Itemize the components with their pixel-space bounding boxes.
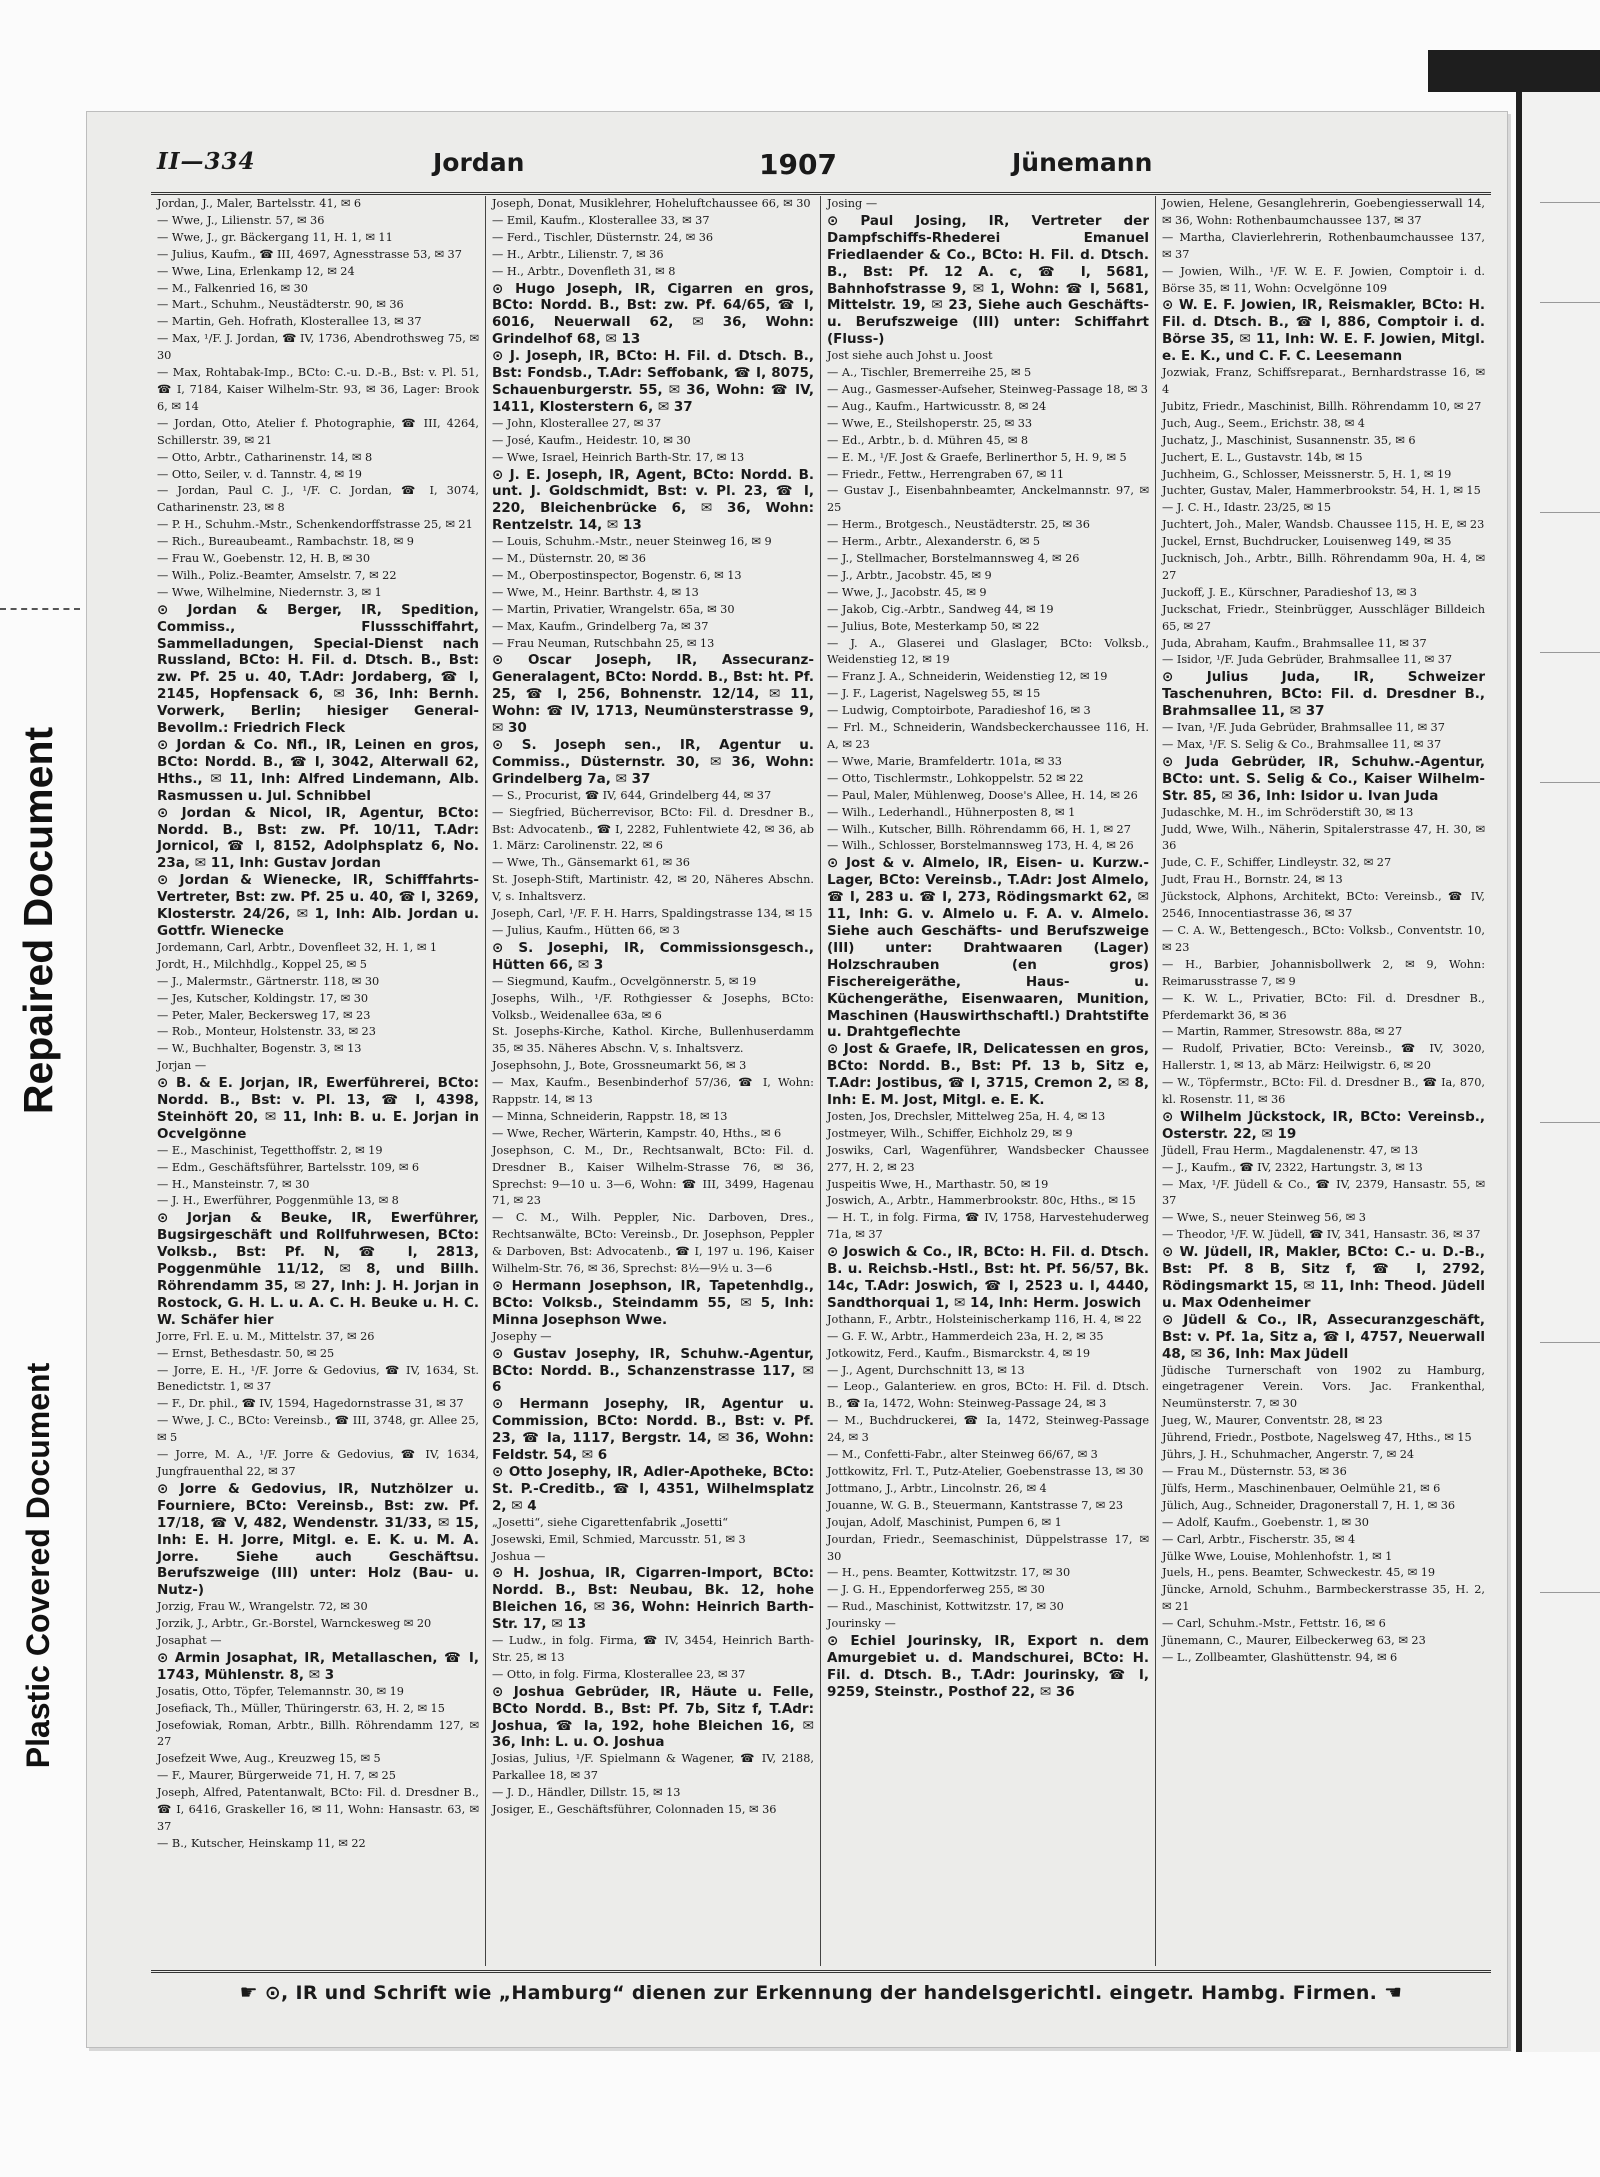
directory-entry: Joshua —: [492, 1549, 546, 1563]
directory-entry: Jostmeyer, Wilh., Schiffer, Eichholz 29, ✉ 9: [827, 1126, 1073, 1140]
directory-entry: — G. F. W., Arbtr., Hammerdeich 23a, H. 2, ✉ 35: [827, 1329, 1104, 1343]
directory-entry: Josephs, Wilh., ¹/F. Rothgiesser & Josephs, BCto: Volksb., Weidenallee 63a, ✉ 6: [492, 991, 814, 1022]
directory-entry: — Jes, Kutscher, Koldingstr. 17, ✉ 30: [157, 991, 369, 1005]
directory-entry: — Rich., Bureaubeamt., Rambachstr. 18, ✉ 9: [157, 535, 414, 549]
directory-entry: — Wwe, Th., Gänsemarkt 61, ✉ 36: [492, 856, 690, 870]
directory-entry: ⊙ Jordan & Co. Nfl., IR, Leinen en gros, BCto: Nordd. B., ☎ I, 3042, Alterwall 62, Hths., ✉ 11, Inh: Alfred Lindemann, Alb. Rasmussen u. Jul. Schnibbel: [157, 737, 479, 804]
scanner-edge-strip: [1428, 50, 1600, 92]
directory-entry: — Gustav J., Eisenbahnbeamter, Anckelmannstr. 97, ✉ 25: [827, 484, 1149, 515]
directory-entry: — Rudolf, Privatier, BCto: Vereinsb., ☎ IV, 3020, Hallerstr. 1, ✉ 13, ab März: Heilwigstr. 6, ✉ 20: [1162, 1042, 1485, 1073]
directory-entry: — Ed., Arbtr., b. d. Mühren 45, ✉ 8: [827, 433, 1029, 447]
directory-entry: — E., Maschinist, Tegetthoffstr. 2, ✉ 19: [157, 1143, 383, 1157]
directory-entry: Juda, Abraham, Kaufm., Brahmsallee 11, ✉ 37: [1162, 636, 1427, 650]
directory-entry: — Wwe, Marie, Bramfeldertr. 101a, ✉ 33: [827, 754, 1062, 768]
directory-entry: ⊙ J. E. Joseph, IR, Agent, BCto: Nordd. B. unt. J. Goldschmidt, Bst: v. Pl. 23, ☎ I, 220, Bleichenbrücke 6, ✉ 36, Wohn: Rentzelstr. 14, ✉ 13: [492, 466, 814, 534]
directory-entry: — Adolf, Kaufm., Goebenstr. 1, ✉ 30: [1162, 1515, 1369, 1529]
directory-entry: ⊙ S. Joseph sen., IR, Agentur u. Commiss., Düsternstr. 30, ✉ 36, Wohn: Grindelberg 7a, ✉ 37: [492, 737, 814, 787]
directory-entry: — Ivan, ¹/F. Juda Gebrüder, Brahmsallee 11, ✉ 37: [1162, 721, 1445, 735]
directory-entry: — Wwe, Wilhelmine, Niedernstr. 3, ✉ 1: [157, 585, 382, 599]
directory-entry: Josias, Julius, ¹/F. Spielmann & Wagener, ☎ IV, 2188, Parkallee 18, ✉ 37: [492, 1752, 814, 1783]
directory-entry: — J., Arbtr., Jacobstr. 45, ✉ 9: [827, 568, 992, 582]
column-4: [1156, 196, 1491, 1966]
directory-entry: ⊙ W. E. F. Jowien, IR, Reismakler, BCto: H. Fil. d. Dtsch. B., ☎ I, 886, Comptoir i. d. Börse 35, ✉ 11, Inh: W. E. F. Jowien, Mitgl. e. E. K., und C. F. C. Leesemann: [1162, 297, 1485, 365]
directory-entry: — Wwe, J., gr. Bäckergang 11, H. 1, ✉ 11: [157, 230, 393, 244]
directory-entry: Jubitz, Friedr., Maschinist, Billh. Röhrendamm 10, ✉ 27: [1162, 399, 1482, 413]
directory-entry: Jorzig, Frau W., Wrangelstr. 72, ✉ 30: [157, 1600, 368, 1614]
directory-entry: — Wilh., Kutscher, Billh. Röhrendamm 66, H. 1, ✉ 27: [827, 822, 1131, 836]
directory-entry: — Wilh., Lederhandl., Hühnerposten 8, ✉ 1: [827, 805, 1076, 819]
directory-entry: Jückstock, Alphons, Architekt, BCto: Vereinsb., ☎ IV, 2546, Innocentiastrasse 36, ✉ 37: [1162, 890, 1485, 921]
directory-entry: — S., Procurist, ☎ IV, 644, Grindelberg 44, ✉ 37: [492, 788, 772, 802]
directory-entry: Juchert, E. L., Gustavstr. 14b, ✉ 15: [1162, 450, 1363, 464]
directory-entry: — Wilh., Poliz.-Beamter, Amselstr. 7, ✉ 22: [157, 568, 397, 582]
directory-entry: — L., Zollbeamter, Glashüttenstr. 94, ✉ 6: [1162, 1650, 1398, 1664]
directory-entry: ⊙ W. Jüdell, IR, Makler, BCto: C.- u. D.-B., Bst: Pf. 8 B, Sitz f, ☎ I, 2792, Rödingsmarkt 15, ✉ 11, Inh: Theod. Jüdell u. Max Odenheimer: [1162, 1244, 1485, 1311]
directory-entry: — Otto, Arbtr., Catharinenstr. 14, ✉ 8: [157, 450, 373, 464]
page-header: [87, 142, 1507, 192]
directory-entry: — Max, Rohtabak-Imp., BCto: C.-u. D.-B., Bst: v. Pl. 51, ☎ I, 7184, Kaiser Wilhelm-Str. 93, ✉ 36, Lager: Brook 6, ✉ 14: [157, 366, 479, 413]
directory-entry: ⊙ B. & E. Jorjan, IR, Ewerführerei, BCto: Nordd. B., Bst: v. Pl. 13, ☎ I, 4398, Steinhöft 20, ✉ 11, Inh: B. u. E. Jorjan in Ocvelgönne: [157, 1075, 479, 1142]
directory-entry: Juchatz, J., Maschinist, Susannenstr. 35, ✉ 6: [1162, 433, 1416, 447]
directory-entry: Jouanne, W. G. B., Steuermann, Kantstrasse 7, ✉ 23: [827, 1498, 1124, 1512]
directory-entry: ⊙ S. Josephi, IR, Commissionsgesch., Hütten 66, ✉ 3: [492, 939, 814, 973]
directory-entry: ⊙ Julius Juda, IR, Schweizer Taschenuhren, BCto: Fil. d. Dresdner B., Brahmsallee 11, ✉ 37: [1162, 669, 1485, 720]
directory-entry: Judaschke, M. H., im Schröderstift 30, ✉ 13: [1162, 805, 1414, 819]
directory-entry: ⊙ Otto Josephy, IR, Adler-Apotheke, BCto: St. P.-Creditb., ☎ I, 4351, Wilhelmsplatz 2, ✉ 4: [492, 1463, 814, 1514]
directory-entry: — Isidor, ¹/F. Juda Gebrüder, Brahmsallee 11, ✉ 37: [1162, 653, 1453, 667]
directory-entry: Jorzik, J., Arbtr., Gr.-Borstel, Warnckesweg ✉ 20: [157, 1617, 432, 1631]
directory-entry: — Aug., Gasmesser-Aufseher, Steinweg-Passage 18, ✉ 3: [827, 382, 1148, 396]
directory-entry: — H., Mansteinstr. 7, ✉ 30: [157, 1177, 310, 1191]
directory-entry: ⊙ J. Joseph, IR, BCto: H. Fil. d. Dtsch. B., Bst: Fondsb., T.Adr: Seffobank, ☎ I, 8075, Schauenburgerstr. 55, ✉ 36, Wohn: ☎ IV, 1411, Klosterstern 6, ✉ 37: [492, 348, 814, 415]
footer-rule: [151, 1970, 1491, 1973]
directory-entry: — Martin, Rammer, Stresowstr. 88a, ✉ 27: [1162, 1025, 1403, 1039]
directory-entry: — H., pens. Beamter, Kottwitzstr. 17, ✉ 30: [827, 1566, 1071, 1580]
directory-entry: Josephson, C. M., Dr., Rechtsanwalt, BCto: Fil. d. Dresdner B., Kaiser Wilhelm-Strasse 76, ✉ 36, Sprechst: 9—10 u. 3—6, Wohn: ☎ III, 3499, Hagenau 71, ✉ 23: [492, 1143, 814, 1208]
directory-entry: — Jordan, Paul C. J., ¹/F. C. Jordan, ☎ I, 3074, Catharinenstr. 23, ✉ 8: [157, 484, 479, 515]
directory-entry: — Emil, Kaufm., Klosterallee 33, ✉ 37: [492, 213, 710, 227]
directory-entry: — J. G. H., Eppendorferweg 255, ✉ 30: [827, 1583, 1045, 1597]
directory-page: [86, 111, 1508, 2048]
directory-entry: Jude, C. F., Schiffer, Lindleystr. 32, ✉ 27: [1162, 856, 1392, 870]
directory-entry: — Frl. M., Schneiderin, Wandsbeckerchaussee 116, H. A, ✉ 23: [827, 721, 1149, 751]
directory-entry: — Wwe, J., Lilienstr. 57, ✉ 36: [157, 213, 325, 227]
pointing-hand-right-icon: ☚: [1384, 1980, 1403, 2004]
header-first-keyword: Jordan: [433, 148, 525, 177]
directory-entry: — Rob., Monteur, Holstenstr. 33, ✉ 23: [157, 1025, 376, 1039]
directory-entry: ⊙ Jüdell & Co., IR, Assecuranzgeschäft, Bst: v. Pf. 1a, Sitz a, ☎ I, 4757, Neuerwall 48, ✉ 36, Inh: Max Jüdell: [1162, 1311, 1485, 1362]
directory-entry: — J., Malermstr., Gärtnerstr. 118, ✉ 30: [157, 974, 380, 988]
directory-entry: Jotkowitz, Ferd., Kaufm., Bismarckstr. 4, ✉ 19: [827, 1346, 1091, 1360]
header-year: 1907: [759, 148, 837, 181]
directory-entry: — Wwe, J., Jacobstr. 45, ✉ 9: [827, 585, 987, 599]
directory-entry: Josatis, Otto, Töpfer, Telemannstr. 30, ✉ 19: [157, 1684, 404, 1698]
directory-entry: — F., Maurer, Bürgerweide 71, H. 7, ✉ 25: [157, 1769, 396, 1783]
directory-entry: Josten, Jos, Drechsler, Mittelweg 25a, H. 4, ✉ 13: [827, 1109, 1106, 1123]
directory-entry: ⊙ Juda Gebrüder, IR, Schuhw.-Agentur, BCto: unt. S. Selig & Co., Kaiser Wilhelm-Str. 85, ✉ 36, Inh: Isidor u. Ivan Juda: [1162, 753, 1485, 804]
directory-entry: Jowien, Helene, Gesanglehrerin, Goebengiesserwall 14, ✉ 36, Wohn: Rothenbaumchaussee 137, ✉ 37: [1162, 197, 1485, 227]
directory-entry: ⊙ H. Joshua, IR, Cigarren-Import, BCto: Nordd. B., Bst: Neubau, Bk. 12, hohe Bleichen 16, ✉ 36, Wohn: Heinrich Barth-Str. 17, ✉ 13: [492, 1565, 814, 1633]
directory-entry: — J., Kaufm., ☎ IV, 2322, Hartungstr. 3, ✉ 13: [1162, 1160, 1423, 1174]
directory-entry: — Max, ¹/F. J. Jordan, ☎ IV, 1736, Abendrothsweg 75, ✉ 30: [157, 332, 479, 363]
directory-entry: ⊙ Armin Josaphat, IR, Metallaschen, ☎ I, 1743, Mühlenstr. 8, ✉ 3: [157, 1649, 479, 1683]
directory-entry: — J. D., Händler, Dillstr. 15, ✉ 13: [492, 1786, 681, 1800]
directory-entry: Jourinsky —: [827, 1617, 896, 1631]
directory-entry: — Martha, Clavierlehrerin, Rothenbaumchaussee 137, ✉ 37: [1162, 230, 1485, 261]
directory-entry: — J., Agent, Durchschnitt 13, ✉ 13: [827, 1363, 1025, 1377]
directory-entry: — F., Dr. phil., ☎ IV, 1594, Hagedornstrasse 31, ✉ 37: [157, 1397, 464, 1411]
directory-entry: — Franz J. A., Schneiderin, Weidenstieg 12, ✉ 19: [827, 670, 1108, 684]
directory-entry: Juckoff, J. E., Kürschner, Paradieshof 13, ✉ 3: [1162, 585, 1417, 599]
directory-entry: Joujan, Adolf, Maschinist, Pumpen 6, ✉ 1: [827, 1515, 1062, 1529]
column-1: [151, 196, 486, 1966]
directory-entry: Joswich, A., Arbtr., Hammerbrookstr. 80c, Hths., ✉ 15: [827, 1194, 1136, 1208]
directory-entry: Jordt, H., Milchhdlg., Koppel 25, ✉ 5: [157, 957, 367, 971]
directory-entry: — E. M., ¹/F. Jost & Graefe, Berlinerthor 5, H. 9, ✉ 5: [827, 450, 1127, 464]
directory-entry: — Jorre, E. H., ¹/F. Jorre & Gedovius, ☎ IV, 1634, St. Benedictstr. 1, ✉ 37: [157, 1363, 479, 1394]
directory-entry: — Leop., Galanteriew. en gros, BCto: H. Fil. d. Dtsch. B., ☎ Ia, 1472, Wohn: Steinweg-Passage 24, ✉ 3: [827, 1380, 1149, 1411]
directory-entry: — Friedr., Fettw., Herrengraben 67, ✉ 11: [827, 467, 1065, 481]
directory-entry: Jucknisch, Joh., Arbtr., Billh. Röhrendamm 90a, H. 4, ✉ 27: [1162, 552, 1485, 582]
directory-entry: — Ernst, Bethesdastr. 50, ✉ 25: [157, 1346, 335, 1360]
directory-entry: Joswiks, Carl, Wagenführer, Wandsbecker Chaussee 277, H. 2, ✉ 23: [827, 1143, 1149, 1174]
directory-entry: — Julius, Kaufm., ☎ III, 4697, Agnesstrasse 53, ✉ 37: [157, 247, 462, 261]
directory-entry: Jünemann, C., Maurer, Eilbeckerweg 63, ✉ 23: [1162, 1634, 1426, 1648]
directory-entry: Josephsohn, J., Bote, Grossneumarkt 56, ✉ 3: [492, 1059, 747, 1073]
directory-entry: — Max, ¹/F. S. Selig & Co., Brahmsallee 11, ✉ 37: [1162, 738, 1442, 751]
directory-entry: Juspeitis Wwe, H., Marthastr. 50, ✉ 19: [827, 1177, 1049, 1191]
directory-entry: — J. F., Lagerist, Nagelsweg 55, ✉ 15: [827, 687, 1041, 701]
directory-entry: — Julius, Bote, Mesterkamp 50, ✉ 22: [827, 619, 1040, 633]
directory-entry: Jottmano, J., Arbtr., Lincolnstr. 26, ✉ 4: [827, 1481, 1047, 1495]
directory-entry: — Siegfried, Bücherrevisor, BCto: Fil. d. Dresdner B., Bst: Advocatenb., ☎ I, 2282, Fuhlentwiete 42, ✉ 36, ab 1. März: Carolinenstr. 22, ✉ 6: [492, 805, 814, 853]
side-label-repaired-text: Repaired Document: [15, 726, 62, 1114]
directory-entry: — C. M., Wilh. Peppler, Nic. Darboven, Dres., Rechtsanwälte, BCto: Vereinsb., Dr. Josephson, Peppler & Darboven, Bst: Advocatenb., ☎ I, 197 u. 196, Kaiser Wilhelm-Str. 76, ✉ 36, Sprechst: 8½—9½ u. 3—6: [492, 1211, 814, 1276]
directory-entry: — Herm., Brotgesch., Neustädterstr. 25, ✉ 36: [827, 518, 1090, 532]
directory-entry: — Ferd., Tischler, Düsternstr. 24, ✉ 36: [492, 230, 714, 244]
directory-entry: ⊙ Jorre & Gedovius, IR, Nutzhölzer u. Fourniere, BCto: Vereinsb., Bst: zw. Pf. 17/18, ☎ V, 482, Wendenstr. 31/33, ✉ 15, Inh: E. H. Jorre, Mitgl. e. E. K. u. M. A. Jorre. Siehe auch Geschäftsu. Berufszweige (III) unter: Holz (Bau- u. Nutz-): [157, 1480, 479, 1599]
directory-entry: Jülke Wwe, Louise, Mohlenhofstr. 1, ✉ 1: [1162, 1549, 1393, 1563]
entry-columns: [151, 196, 1491, 1966]
directory-entry: — Wwe, S., neuer Steinweg 56, ✉ 3: [1162, 1211, 1366, 1225]
directory-entry: Jordan, J., Maler, Bartelsstr. 41, ✉ 6: [157, 197, 362, 210]
column-2: [486, 196, 821, 1966]
pointing-hand-left-icon: ☛: [239, 1980, 258, 2004]
directory-entry: — J. A., Glaserei und Glaslager, BCto: Volksb., Weidenstieg 12, ✉ 19: [827, 636, 1149, 667]
directory-entry: — A., Tischler, Bremerreihe 25, ✉ 5: [827, 366, 1032, 380]
directory-entry: — Frau Neuman, Rutschbahn 25, ✉ 13: [492, 636, 715, 650]
directory-entry: — Ludw., in folg. Firma, ☎ IV, 3454, Heinrich Barth-Str. 25, ✉ 13: [492, 1634, 814, 1664]
directory-entry: Josephy —: [492, 1329, 552, 1343]
directory-entry: Jüncke, Arnold, Schuhm., Barmbeckerstrasse 35, H. 2, ✉ 21: [1162, 1583, 1485, 1614]
directory-entry: Juch, Aug., Seem., Erichstr. 38, ✉ 4: [1162, 416, 1365, 430]
directory-entry: Josaphat —: [157, 1634, 222, 1648]
directory-entry: — J. C. H., Idastr. 23/25, ✉ 15: [1162, 501, 1332, 515]
directory-entry: — Rud., Maschinist, Kottwitzstr. 17, ✉ 30: [827, 1600, 1064, 1614]
directory-entry: — M., Oberpostinspector, Bogenstr. 6, ✉ 13: [492, 568, 742, 582]
directory-entry: — Julius, Kaufm., Hütten 66, ✉ 3: [492, 923, 680, 937]
directory-entry: — M., Falkenried 16, ✉ 30: [157, 281, 308, 295]
directory-entry: — P. H., Schuhm.-Mstr., Schenkendorffstrasse 25, ✉ 21: [157, 518, 473, 532]
directory-entry: — Minna, Schneiderin, Rappstr. 18, ✉ 13: [492, 1109, 728, 1123]
directory-entry: — Edm., Geschäftsführer, Bartelsstr. 109, ✉ 6: [157, 1160, 420, 1174]
directory-entry: — H., Arbtr., Lilienstr. 7, ✉ 36: [492, 247, 664, 261]
directory-entry: Jüdische Turnerschaft von 1902 zu Hamburg, eingetragener Verein. Vors. Jac. Frankenthal, Neumünsterstr. 7, ✉ 30: [1162, 1363, 1485, 1411]
directory-entry: — J. H., Ewerführer, Poggenmühle 13, ✉ 8: [157, 1194, 399, 1208]
directory-entry: — Wwe, Recher, Wärterin, Kampstr. 40, Hths., ✉ 6: [492, 1126, 782, 1140]
directory-entry: Josiger, E., Geschäftsführer, Colonnaden 15, ✉ 36: [492, 1803, 777, 1817]
directory-entry: Juels, H., pens. Beamter, Schweckestr. 45, ✉ 19: [1162, 1566, 1436, 1580]
directory-entry: — Peter, Maler, Beckersweg 17, ✉ 23: [157, 1008, 371, 1022]
directory-entry: — J., Stellmacher, Borstelmannsweg 4, ✉ 26: [827, 552, 1080, 566]
page-number: II—334: [157, 148, 256, 175]
directory-entry: ⊙ Jordan & Wienecke, IR, Schifffahrts-Vertreter, Bst: zw. Pf. 25 u. 40, ☎ I, 3269, Klosterstr. 24/26, ✉ 1, Inh: Alb. Jordan u. Gottfr. Wienecke: [157, 872, 479, 939]
directory-entry: Jottkowitz, Frl. T., Putz-Atelier, Goebenstrasse 13, ✉ 30: [827, 1464, 1144, 1478]
directory-entry: St. Joseph-Stift, Martinistr. 42, ✉ 20, Näheres Abschn. V, s. Inhaltsverz.: [492, 873, 814, 904]
directory-entry: ⊙ Hermann Josephson, IR, Tapetenhdlg., BCto: Volksb., Steindamm 55, ✉ 5, Inh: Minna Josephson Wwe.: [492, 1278, 814, 1328]
directory-entry: ⊙ Echiel Jourinsky, IR, Export n. dem Amurgebiet u. d. Mandschurei, BCto: H. Fil. d. Dtsch. B., T.Adr: Jourinsky, ☎ I, 9259, Steinstr., Posthof 22, ✉ 36: [827, 1633, 1149, 1700]
directory-entry: — Otto, in folg. Firma, Klosterallee 23, ✉ 37: [492, 1667, 746, 1681]
directory-entry: — Theodor, ¹/F. W. Jüdell, ☎ IV, 341, Hansastr. 36, ✉ 37: [1162, 1228, 1481, 1242]
directory-entry: — Wwe, J. C., BCto: Vereinsb., ☎ III, 3748, gr. Allee 25, ✉ 5: [157, 1414, 479, 1445]
directory-entry: — M., Düsternstr. 20, ✉ 36: [492, 552, 646, 566]
directory-entry: Jorre, Frl. E. u. M., Mittelstr. 37, ✉ 26: [157, 1329, 375, 1343]
directory-entry: „Josetti“, siehe Cigarettenfabrik „Josetti“: [492, 1515, 729, 1529]
directory-entry: ⊙ Jorjan & Beuke, IR, Ewerführer, Bugsirgeschäft und Rollfuhrwesen, BCto: Volksb., Bst: Pf. N, ☎ I, 2813, Poggenmühle 11/12, ✉ 8, und Billh. Röhrendamm 35, ✉ 27, Inh: J. H. Jorjan in Rostock, G. H. L. u. A. C. H. Beuke u. H. C. W. Schäfer hier: [157, 1210, 479, 1328]
directory-entry: — Aug., Kaufm., Hartwicusstr. 8, ✉ 24: [827, 399, 1047, 413]
directory-entry: — H., Arbtr., Dovenfleth 31, ✉ 8: [492, 264, 676, 278]
directory-entry: — Max, ¹/F. Jüdell & Co., ☎ IV, 2379, Hansastr. 55, ✉ 37: [1162, 1177, 1485, 1208]
directory-entry: — Frau W., Goebenstr. 12, H. B, ✉ 30: [157, 552, 371, 566]
directory-entry: Judd, Wwe, Wilh., Näherin, Spitalerstrasse 47, H. 30, ✉ 36: [1162, 822, 1485, 853]
directory-entry: — Wwe, M., Heinr. Barthstr. 4, ✉ 13: [492, 585, 699, 599]
directory-entry: ⊙ Jost & v. Almelo, IR, Eisen- u. Kurzw.-Lager, BCto: Vereinsb., T.Adr: Jost Almelo, ☎ I, 283 u. ☎ I, 273, Rödingsmarkt 62, ✉ 11, Inh: G. v. Almelo u. F. A. v. Almelo. Siehe auch Geschäfts- und Berufszweige (III) unter: Drahtwaaren (Lager) Holzschrauben (en gros) Fischereigeräthe, Haus- u. Küchengeräthe, Eisenwaaren, Munition, Maschinen (Hauswirthschaftl.) Drahtstifte u. Drahtgeflechte: [827, 855, 1149, 1041]
directory-entry: — Wilh., Schlosser, Borstelmannsweg 173, H. 4, ✉ 26: [827, 839, 1134, 853]
directory-entry: — H., Barbier, Johannisbollwerk 2, ✉ 9, Wohn: Reimarusstrasse 7, ✉ 9: [1162, 957, 1485, 988]
directory-entry: — Jordan, Otto, Atelier f. Photographie, ☎ III, 4264, Schillerstr. 39, ✉ 21: [157, 416, 479, 447]
directory-entry: Josing —: [827, 197, 878, 210]
directory-entry: — Herm., Arbtr., Alexanderstr. 6, ✉ 5: [827, 535, 1041, 549]
directory-entry: Juchter, Gustav, Maler, Hammerbrookstr. 54, H. 1, ✉ 15: [1162, 484, 1481, 498]
directory-entry: Jueg, W., Maurer, Conventstr. 28, ✉ 23: [1162, 1414, 1383, 1428]
directory-entry: — Martin, Geh. Hofrath, Klosterallee 13, ✉ 37: [157, 315, 422, 329]
directory-entry: — Jakob, Cig.-Arbtr., Sandweg 44, ✉ 19: [827, 602, 1054, 616]
directory-entry: Judt, Frau H., Bornstr. 24, ✉ 13: [1162, 873, 1343, 887]
directory-entry: — M., Buchdruckerei, ☎ Ia, 1472, Steinweg-Passage 24, ✉ 3: [827, 1414, 1149, 1445]
directory-entry: Jothann, F., Arbtr., Holsteinischerkamp 116, H. 4, ✉ 22: [827, 1312, 1142, 1326]
directory-entry: — Otto, Seiler, v. d. Tannstr. 4, ✉ 19: [157, 467, 362, 481]
directory-entry: Jorjan —: [157, 1059, 207, 1073]
header-last-keyword: Jünemann: [1012, 148, 1153, 177]
side-label-plastic-text: Plastic Covered Document: [20, 1362, 57, 1768]
directory-entry: — H. T., in folg. Firma, ☎ IV, 1758, Harvestehuderweg 71a, ✉ 37: [827, 1211, 1149, 1242]
directory-entry: Juchtert, Joh., Maler, Wandsb. Chaussee 115, H. E, ✉ 23: [1162, 518, 1485, 532]
directory-entry: ⊙ Gustav Josephy, IR, Schuhw.-Agentur, BCto: Nordd. B., Schanzenstrasse 117, ✉ 6: [492, 1345, 814, 1396]
directory-entry: — Max, Kaufm., Grindelberg 7a, ✉ 37: [492, 619, 709, 633]
directory-entry: — Jowien, Wilh., ¹/F. W. E. F. Jowien, Comptoir i. d. Börse 35, ✉ 11, Wohn: Ocvelgönne 109: [1162, 264, 1485, 295]
directory-entry: — B., Kutscher, Heinskamp 11, ✉ 22: [157, 1836, 366, 1850]
directory-entry: — Frau M., Düsternstr. 53, ✉ 36: [1162, 1464, 1347, 1478]
directory-entry: — Paul, Maler, Mühlenweg, Doose's Allee, H. 14, ✉ 26: [827, 788, 1138, 802]
directory-entry: Jozwiak, Franz, Schiffsreparat., Bernhardstrasse 16, ✉ 4: [1162, 366, 1485, 396]
directory-entry: ⊙ Joswich & Co., IR, BCto: H. Fil. d. Dtsch. B. u. Reichsb.-Hstl., Bst: ht. Pf. 56/57, Bk. 14c, T.Adr: Joswich, ☎ I, 2523 u. I, 4440, Sandthorquai 1, ✉ 14, Inh: Herm. Joswich: [827, 1244, 1149, 1311]
directory-entry: Jührs, J. H., Schuhmacher, Angerstr. 7, ✉ 24: [1162, 1448, 1415, 1462]
directory-entry: — W., Töpfermstr., BCto: Fil. d. Dresdner B., ☎ Ia, 870, kl. Rosenstr. 11, ✉ 36: [1162, 1076, 1485, 1107]
directory-entry: ⊙ Paul Josing, IR, Vertreter der Dampfschiffs-Rhederei Emanuel Friedlaender & Co., BCto: H. Fil. d. Dtsch. B., Bst: Pf. 12 A. c, ☎ I, 5681, Bahnhofstrasse 9, ✉ 1, Wohn: ☎ I, 5681, Mittelstr. 19, ✉ 23, Siehe auch Geschäfts- u. Berufszweige (III) unter: Schiffahrt (Fluss-): [827, 212, 1149, 348]
directory-entry: — Wwe, E., Steilshoperstr. 25, ✉ 33: [827, 416, 1033, 430]
directory-entry: — Carl, Arbtr., Fischerstr. 35, ✉ 4: [1162, 1532, 1356, 1546]
directory-entry: St. Josephs-Kirche, Kathol. Kirche, Bullenhuserdamm 35, ✉ 35. Näheres Abschn. V, s. Inhaltsverz.: [492, 1025, 814, 1056]
directory-entry: ⊙ Hugo Joseph, IR, Cigarren en gros, BCto: Nordd. B., Bst: zw. Pf. 64/65, ☎ I, 6016, Neuerwall 62, ✉ 36, Wohn: Grindelhof 68, ✉ 13: [492, 280, 814, 348]
directory-entry: Jordemann, Carl, Arbtr., Dovenfleet 32, H. 1, ✉ 1: [157, 940, 438, 954]
directory-entry: — Carl, Schuhm.-Mstr., Fettstr. 16, ✉ 6: [1162, 1617, 1386, 1631]
directory-entry: Josefiack, Th., Müller, Thüringerstr. 63, H. 2, ✉ 15: [157, 1701, 445, 1715]
directory-entry: ⊙ Wilhelm Jückstock, IR, BCto: Vereinsb., Osterstr. 22, ✉ 19: [1162, 1108, 1485, 1142]
directory-entry: Josefzeit Wwe, Aug., Kreuzweg 15, ✉ 5: [157, 1752, 381, 1766]
directory-entry: ⊙ Jordan & Berger, IR, Spedition, Commiss., Flussschiffahrt, Sammelladungen, Special-Dienst nach Russland, BCto: H. Fil. d. Dtsch. B., Bst: zw. Pf. 25 u. 40, T.Adr: Jordaberg, ☎ I, 2145, Hopfensack 6, ✉ 36, Inh: Bernh. Vorwerk, Berlin; hiesiger General-Bevollm.: Friedrich Fleck: [157, 601, 479, 737]
column-3: [821, 196, 1156, 1966]
footer-legend-text: ⊙, IR und Schrift wie „Hamburg“ dienen zur Erkennung der handelsgerichtl. eingetr. Hambg. Firmen.: [264, 1982, 1378, 2004]
header-rule: [151, 192, 1491, 195]
directory-entry: — C. A. W., Bettengesch., BCto: Volksb., Conventstr. 10, ✉ 23: [1162, 923, 1485, 954]
directory-entry: — Jorre, M. A., ¹/F. Jorre & Gedovius, ☎ IV, 1634, Jungfrauenthal 22, ✉ 37: [157, 1448, 479, 1478]
directory-entry: — José, Kaufm., Heidestr. 10, ✉ 30: [492, 433, 691, 447]
directory-entry: Joseph, Alfred, Patentanwalt, BCto: Fil. d. Dresdner B., ☎ I, 6416, Graskeller 16, ✉ 11, Wohn: Hansastr. 63, ✉ 37: [157, 1786, 479, 1833]
directory-entry: Juckschat, Friedr., Steinbrügger, Ausschläger Billdeich 65, ✉ 27: [1162, 602, 1485, 633]
side-label-repaired: [8, 610, 70, 1230]
directory-entry: Juckel, Ernst, Buchdrucker, Louisenweg 149, ✉ 35: [1162, 535, 1452, 549]
directory-entry: — Wwe, Israel, Heinrich Barth-Str. 17, ✉ 13: [492, 450, 745, 464]
directory-entry: — K. W. L., Privatier, BCto: Fil. d. Dresdner B., Pferdemarkt 36, ✉ 36: [1162, 991, 1485, 1022]
directory-entry: — Ludwig, Comptoirbote, Paradieshof 16, ✉ 3: [827, 704, 1091, 718]
directory-entry: Joseph, Carl, ¹/F. F. H. Harrs, Spaldingstrasse 134, ✉ 15: [492, 907, 813, 921]
directory-entry: Josewski, Emil, Schmied, Marcusstr. 51, ✉ 3: [492, 1532, 746, 1546]
directory-entry: ⊙ Jordan & Nicol, IR, Agentur, BCto: Nordd. B., Bst: zw. Pf. 10/11, T.Adr: Jornicol, ☎ I, 8152, Adolphsplatz 6, No. 23a, ✉ 11, Inh: Gustav Jordan: [157, 804, 479, 872]
adjacent-page-edge: [1516, 92, 1600, 2052]
directory-entry: Jülfs, Herm., Maschinenbauer, Oelmühle 21, ✉ 6: [1162, 1481, 1441, 1495]
directory-entry: Juchheim, G., Schlosser, Meissnerstr. 5, H. 1, ✉ 19: [1162, 467, 1452, 481]
directory-entry: ⊙ Oscar Joseph, IR, Assecuranz-Generalagent, BCto: Nordd. B., Bst: ht. Pf. 25, ☎ I, 256, Bohnenstr. 12/14, ✉ 11, Wohn: ☎ IV, 1713, Neumünsterstrasse 9, ✉ 30: [492, 652, 814, 737]
directory-entry: — M., Confetti-Fabr., alter Steinweg 66/67, ✉ 3: [827, 1448, 1098, 1462]
page-footer: [151, 1980, 1491, 2004]
directory-entry: — Mart., Schuhm., Neustädterstr. 90, ✉ 36: [157, 298, 404, 312]
directory-entry: Jüdell, Frau Herm., Magdalenenstr. 47, ✉ 13: [1162, 1143, 1419, 1157]
directory-entry: Josefowiak, Roman, Arbtr., Billh. Röhrendamm 127, ✉ 27: [157, 1718, 479, 1749]
directory-entry: — Wwe, Lina, Erlenkamp 12, ✉ 24: [157, 264, 355, 278]
directory-entry: Jülich, Aug., Schneider, Dragonerstall 7, H. 1, ✉ 36: [1162, 1498, 1456, 1512]
directory-entry: — Max, Kaufm., Besenbinderhof 57/36, ☎ I, Wohn: Rappstr. 14, ✉ 13: [492, 1076, 814, 1107]
directory-entry: — John, Klosterallee 27, ✉ 37: [492, 416, 662, 430]
directory-entry: ⊙ Joshua Gebrüder, IR, Häute u. Felle, BCto Nordd. B., Bst: Pf. 7b, Sitz f, T.Adr: Joshua, ☎ Ia, 192, hohe Bleichen 16, ✉ 36, Inh: L. u. O. Joshua: [492, 1683, 814, 1751]
directory-entry: — W., Buchhalter, Bogenstr. 3, ✉ 13: [157, 1042, 362, 1056]
directory-entry: ⊙ Hermann Josephy, IR, Agentur u. Commission, BCto: Nordd. B., Bst: v. Pf. 23, ☎ Ia, 1117, Bergstr. 14, ✉ 36, Wohn: Feldstr. 54, ✉ 6: [492, 1396, 814, 1464]
directory-entry: Joseph, Donat, Musiklehrer, Hoheluftchaussee 66, ✉ 30: [492, 197, 811, 210]
directory-entry: — Martin, Privatier, Wrangelstr. 65a, ✉ 30: [492, 602, 735, 616]
directory-entry: ⊙ Jost & Graefe, IR, Delicatessen en gros, BCto: Nordd. B., Bst: Pf. 13 b, Sitz e, T.Adr: Jostibus, ☎ I, 3715, Cremon 2, ✉ 8, Inh: E. M. Jost, Mitgl. e. E. K.: [827, 1041, 1149, 1109]
directory-entry: Jührend, Friedr., Postbote, Nagelsweg 47, Hths., ✉ 15: [1162, 1431, 1472, 1445]
directory-entry: Jost siehe auch Johst u. Joost: [827, 349, 993, 363]
directory-entry: — Siegmund, Kaufm., Ocvelgönnerstr. 5, ✉ 19: [492, 974, 757, 988]
directory-entry: — Otto, Tischlermstr., Lohkoppelstr. 52 ✉ 22: [827, 771, 1084, 785]
directory-entry: Jourdan, Friedr., Seemaschinist, Düppelstrasse 17, ✉ 30: [827, 1532, 1149, 1563]
side-label-plastic-covered: [8, 1240, 70, 1890]
directory-entry: — Louis, Schuhm.-Mstr., neuer Steinweg 16, ✉ 9: [492, 535, 772, 549]
